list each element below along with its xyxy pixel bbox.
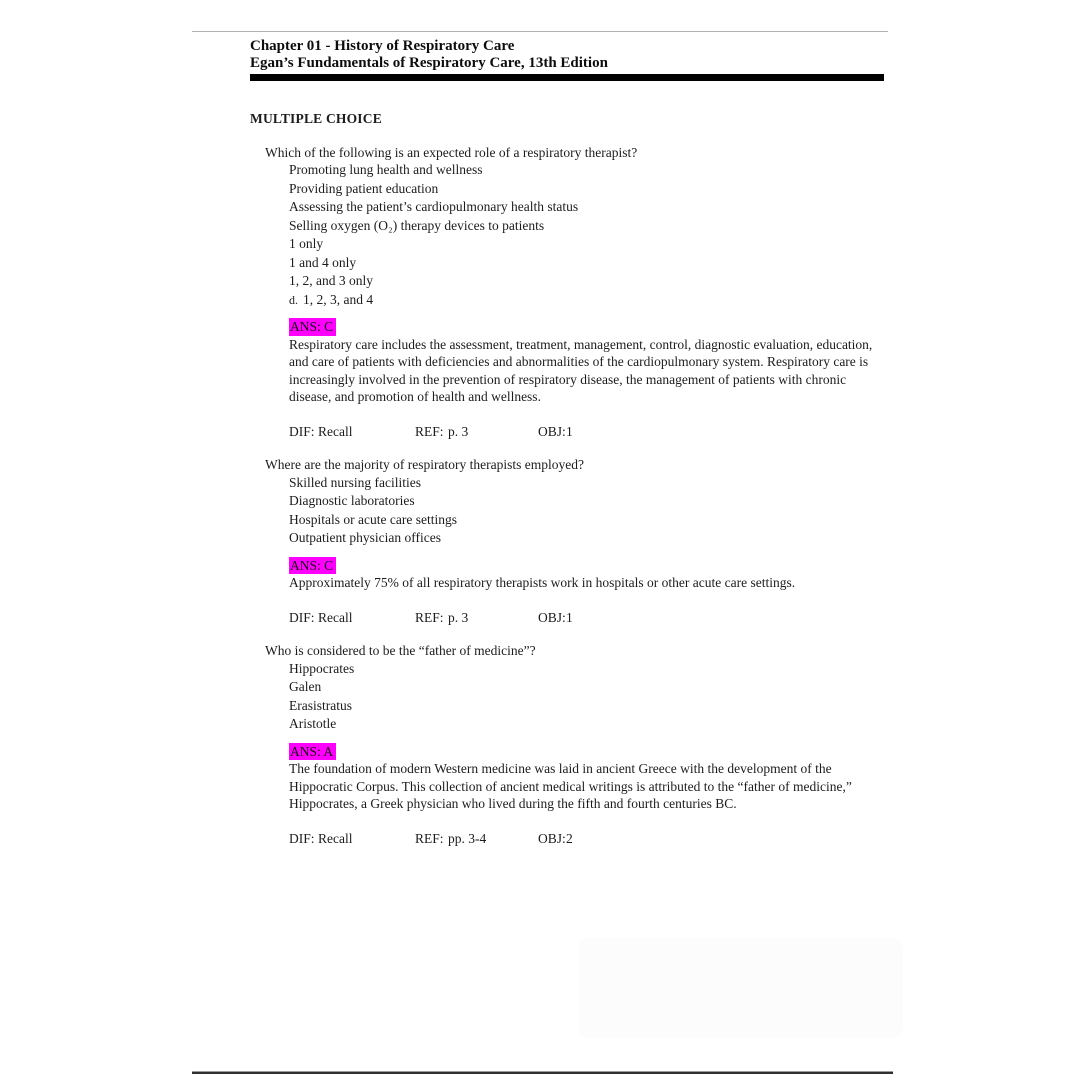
answer-line — [289, 743, 880, 761]
option-text: Hippocrates — [289, 660, 355, 676]
section-title: MULTIPLE CHOICE — [250, 111, 382, 126]
objective-field — [538, 830, 573, 848]
header-divider-bar — [250, 74, 884, 81]
option-text: 1 only — [289, 236, 324, 251]
option-row — [289, 254, 880, 273]
question-meta — [289, 423, 880, 441]
option-row — [289, 529, 880, 548]
option-text: Outpatient physician offices — [289, 530, 441, 545]
page-top-rule — [192, 31, 888, 32]
option-row — [289, 217, 880, 236]
option-row — [289, 660, 880, 679]
questions-list — [250, 144, 880, 848]
option-text: Hospitals or acute care settings — [289, 511, 457, 527]
obj-value: 1 — [566, 609, 573, 625]
option-text: Assessing the patient’s cardiopulmonary health status — [289, 199, 579, 214]
option-text: Diagnostic laboratories — [289, 493, 415, 508]
dif-value: Recall — [318, 423, 353, 439]
dif-value: Recall — [318, 609, 353, 625]
reference-field — [415, 609, 538, 627]
option-row — [289, 180, 880, 199]
obj-value: 1 — [566, 423, 573, 439]
answer-text: ANS: A — [289, 743, 336, 761]
option-text: 1 and 4 only — [289, 254, 357, 270]
reference-field — [415, 423, 538, 441]
objective-field — [538, 423, 573, 441]
ref-value: p. 3 — [448, 609, 469, 625]
option-text: 1, 2, 3, and 4 — [303, 291, 374, 307]
obj-label: OBJ: — [538, 423, 566, 439]
option-row — [289, 715, 880, 734]
watermark-region — [578, 938, 903, 1038]
page-content — [250, 38, 880, 847]
answer-text: ANS: C — [289, 318, 336, 336]
answer-line — [289, 318, 880, 336]
question-meta — [289, 609, 880, 627]
question-options — [289, 161, 880, 309]
ref-label: REF: — [415, 830, 444, 846]
difficulty-field — [289, 830, 415, 848]
answer-line — [289, 557, 880, 575]
option-row — [289, 235, 880, 254]
option-row — [289, 291, 880, 310]
ref-label: REF: — [415, 423, 444, 439]
ref-value: pp. 3-4 — [448, 830, 487, 846]
obj-value: 2 — [566, 830, 573, 846]
book-title: Egan’s Fundamentals of Respiratory Care, 13th Edition — [250, 55, 608, 71]
question-block — [250, 642, 880, 847]
question-stem: Who is considered to be the “father of medicine”? — [265, 643, 536, 658]
option-row — [289, 697, 880, 716]
option-text: Providing patient education — [289, 180, 439, 196]
document-header — [250, 38, 880, 72]
question-stem: Which of the following is an expected role of a respiratory therapist? — [265, 144, 638, 160]
answer-rationale: Approximately 75% of all respiratory therapists work in hospitals or other acute care settings. — [289, 575, 796, 590]
answer-rationale: Respiratory care includes the assessment, treatment, management, control, diagnostic evaluation, education, and care of patients with deficiencies and abnormalities of the cardiopulmonary system. Respiratory care is increasingly involved in the prevention of respiratory disease, the management of patients with chronic disease, and promotion of health and wellness. — [289, 336, 873, 404]
difficulty-field — [289, 609, 415, 627]
dif-label: DIF: — [289, 609, 315, 625]
obj-label: OBJ: — [538, 830, 566, 846]
option-text: Skilled nursing facilities — [289, 474, 421, 490]
option-text: Selling oxygen (O₂) therapy devices to patients — [289, 217, 545, 233]
option-text: Aristotle — [289, 716, 337, 731]
option-text: Promoting lung health and wellness — [289, 162, 483, 177]
option-row — [289, 511, 880, 530]
difficulty-field — [289, 423, 415, 441]
answer-rationale: The foundation of modern Western medicine was laid in ancient Greece with the development of the Hippocratic Corpus. This collection of ancient medical writings is attributed to the “father of medicine,” Hippocrates, a Greek physician who lived during the fifth and fourth centuries BC. — [289, 761, 852, 811]
option-row — [289, 198, 880, 217]
page-bottom-rule — [192, 1071, 893, 1074]
option-row — [289, 272, 880, 291]
question-options — [289, 474, 880, 548]
dif-label: DIF: — [289, 423, 315, 439]
ref-label: REF: — [415, 609, 444, 625]
option-text: 1, 2, and 3 only — [289, 273, 373, 288]
question-block — [250, 144, 880, 441]
objective-field — [538, 609, 573, 627]
option-row — [289, 678, 880, 697]
ref-value: p. 3 — [448, 423, 469, 439]
option-letter: d. — [289, 292, 298, 307]
option-row — [289, 161, 880, 180]
option-row — [289, 474, 880, 493]
option-text: Erasistratus — [289, 697, 352, 713]
answer-text: ANS: C — [289, 557, 336, 575]
reference-field — [415, 830, 538, 848]
dif-label: DIF: — [289, 830, 315, 846]
question-block — [250, 456, 880, 626]
obj-label: OBJ: — [538, 609, 566, 625]
question-meta — [289, 830, 880, 848]
option-row — [289, 492, 880, 511]
question-stem: Where are the majority of respiratory therapists employed? — [265, 457, 584, 472]
chapter-title: Chapter 01 - History of Respiratory Care — [250, 38, 515, 54]
question-options — [289, 660, 880, 734]
option-text: Galen — [289, 679, 322, 694]
dif-value: Recall — [318, 830, 353, 846]
